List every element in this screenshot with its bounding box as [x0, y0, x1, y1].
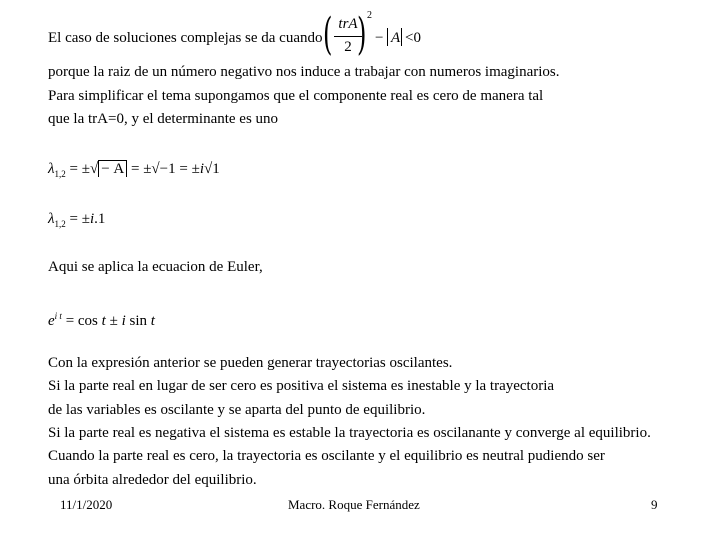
eq1-part1: = ±√: [69, 161, 99, 177]
text-line-4: que la trA=0, y el determinante es uno: [48, 111, 279, 127]
paragraph-line: una órbita alrededor del equilibrio.: [48, 472, 257, 488]
eigenvalue-equation-1: [48, 160, 220, 183]
lambda-symbol-2: λ: [48, 211, 55, 227]
lambda-subscript-2: 1,2: [54, 219, 66, 229]
paragraph-line: Con la expresión anterior se pueden generar trayectorias oscilantes.: [48, 355, 453, 371]
paragraph-line: Cuando la parte real es cero, la trayectoria es oscilante y el equilibrio es neutral pudiendo ser: [48, 448, 605, 464]
intro-text: El caso de soluciones complejas se da cuando: [48, 30, 323, 46]
fraction-numerator: trA: [338, 16, 358, 32]
minus-sign: −: [375, 30, 384, 46]
text-line-2: porque la raiz de un número negativo nos induce a trabajar con numeros imaginarios.: [48, 64, 560, 80]
euler-cos: = cos: [65, 313, 98, 329]
paragraph-line: Si la parte real en lugar de ser cero es positiva el sistema es inestable y la trayectoria: [48, 378, 555, 394]
euler-intro: Aqui se aplica la ecuacion de Euler,: [48, 259, 263, 275]
eq1-radicand: [98, 160, 127, 177]
eq1-imag-unit: i: [199, 161, 204, 177]
euler-t2: t: [150, 313, 155, 329]
text-line-3: Para simplificar el tema supongamos que el componente real es cero de manera tal: [48, 88, 544, 104]
euler-equation: [48, 307, 155, 330]
lambda-subscript: 1,2: [54, 169, 66, 179]
eq2-tail: .1: [94, 211, 106, 227]
intro-line: [48, 29, 323, 47]
condition-rhs: <0: [405, 30, 421, 46]
exponent: 2: [367, 10, 372, 21]
paragraph-line: de las variables es oscilante y se aparta del punto de equilibrio.: [48, 402, 426, 418]
matrix-a: A: [391, 30, 401, 46]
paragraph-line: Si la parte real es negativa el sistema es estable la trayectoria es oscilanante y converge al equilibrio.: [48, 425, 651, 441]
euler-sin: sin: [129, 313, 147, 329]
euler-e: e: [48, 313, 55, 329]
right-paren: ): [357, 9, 367, 60]
det-bar-left: [387, 28, 388, 46]
lambda-symbol: λ: [48, 161, 55, 177]
eq1-det: − A: [98, 161, 124, 177]
det-bar-right: [401, 28, 402, 46]
eq1-part2: = ±√−1 = ±: [130, 161, 200, 177]
euler-i: i: [121, 313, 126, 329]
eigenvalue-equation-2: [48, 210, 105, 233]
euler-pm: ±: [109, 313, 118, 329]
fraction-denominator: 2: [344, 39, 352, 55]
euler-exponent: i t: [54, 311, 62, 321]
left-paren: (: [323, 9, 333, 60]
eq1-tail: √1: [203, 161, 220, 177]
footer-date: 11/1/2020: [60, 497, 113, 512]
footer-page-number: 9: [651, 497, 658, 512]
eq2-imag-unit: i: [89, 211, 95, 227]
footer-author: Macro. Roque Fernández: [288, 497, 420, 512]
euler-t1: t: [101, 313, 106, 329]
eq2-body: = ±: [69, 211, 90, 227]
